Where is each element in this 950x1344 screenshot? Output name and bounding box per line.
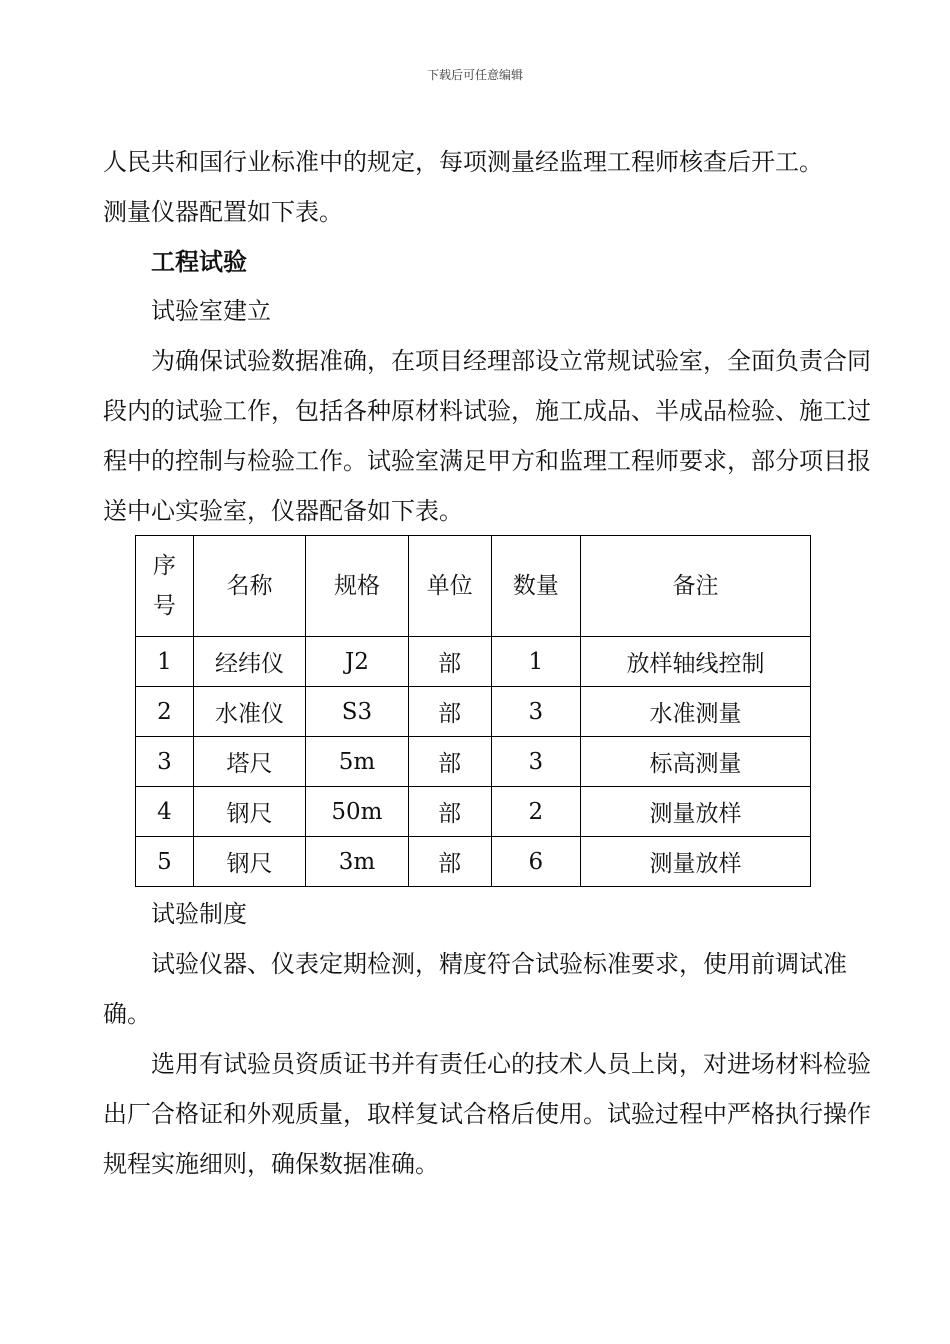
paragraph-personnel: 选用有试验员资质证书并有责任心的技术人员上岗，对进场材料检验出厂合格证和外观质量，取样复试合格后使用。试验过程中严格执行操作规程实施细则，确保数据准确。: [103, 1050, 871, 1178]
cell-no: 2: [136, 687, 194, 737]
cell-spec: S3: [306, 687, 408, 737]
cell-no: 3: [136, 737, 194, 787]
header-unit: 单位: [408, 536, 491, 637]
paragraph-lab-setup: 为确保试验数据准确，在项目经理部设立常规试验室，全面负责合同段内的试验工作，包括各种原材料试验，施工成品、半成品检验、施工过程中的控制与检验工作。试验室满足甲方和监理工程师要求，部分项目报送中心实验室，仪器配备如下表。: [103, 347, 871, 525]
cell-no: 4: [136, 787, 194, 837]
cell-name: 水准仪: [193, 687, 306, 737]
cell-unit: 部: [408, 837, 491, 887]
cell-qty: 1: [491, 637, 580, 687]
cell-unit: 部: [408, 737, 491, 787]
page-header: 下载后可任意编辑: [426, 68, 523, 82]
cell-name: 塔尺: [193, 737, 306, 787]
cell-no: 1: [136, 637, 194, 687]
subsection-lab-setup: 试验室建立: [151, 297, 271, 325]
cell-qty: 3: [491, 687, 580, 737]
paragraph-test-system: 试验仪器、仪表定期检测，精度符合试验标准要求，使用前调试准确。: [103, 950, 847, 1028]
cell-name: 钢尺: [193, 837, 306, 887]
cell-qty: 6: [491, 837, 580, 887]
cell-unit: 部: [408, 637, 491, 687]
cell-qty: 2: [491, 787, 580, 837]
table-row: [136, 687, 811, 737]
subsection-test-system: 试验制度: [151, 900, 247, 928]
cell-note: 放样轴线控制: [580, 637, 810, 687]
cell-note: 标高测量: [580, 737, 810, 787]
cell-spec: 50m: [306, 787, 408, 837]
intro-line-1: 人民共和国行业标准中的规定，每项测量经监理工程师核查后开工。: [103, 148, 823, 176]
cell-spec: 5m: [306, 737, 408, 787]
cell-no: 5: [136, 837, 194, 887]
cell-unit: 部: [408, 687, 491, 737]
table-header-row: [136, 536, 811, 637]
cell-unit: 部: [408, 787, 491, 837]
cell-note: 测量放样: [580, 787, 810, 837]
header-qty: 数量: [491, 536, 580, 637]
equipment-table: [135, 535, 811, 887]
header-spec: 规格: [306, 536, 408, 637]
table-row: [136, 637, 811, 687]
header-note: 备注: [580, 536, 810, 637]
cell-name: 经纬仪: [193, 637, 306, 687]
cell-note: 水准测量: [580, 687, 810, 737]
cell-spec: 3m: [306, 837, 408, 887]
cell-spec: J2: [306, 637, 408, 687]
header-name: 名称: [193, 536, 306, 637]
cell-note: 测量放样: [580, 837, 810, 887]
intro-line-2: 测量仪器配置如下表。: [103, 198, 343, 226]
table-row: [136, 787, 811, 837]
table-row: [136, 737, 811, 787]
cell-name: 钢尺: [193, 787, 306, 837]
cell-qty: 3: [491, 737, 580, 787]
table-row: [136, 837, 811, 887]
header-no: 序号: [136, 536, 194, 637]
section-heading: 工程试验: [151, 247, 247, 276]
